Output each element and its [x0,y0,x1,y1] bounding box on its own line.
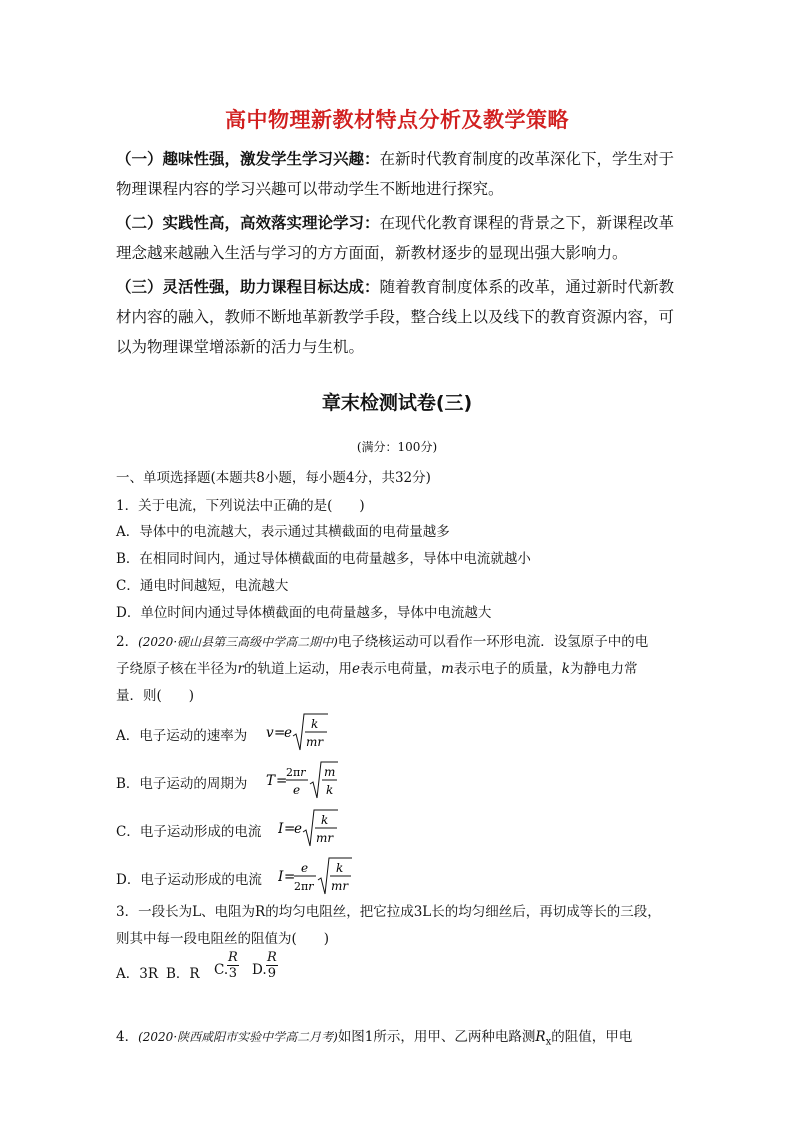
svg-text:e: e [301,861,309,875]
fraction-denominator: 9 [267,966,277,981]
svg-text:k: k [326,783,334,797]
question-3-options [116,950,316,990]
paragraph-flexibility [116,272,682,362]
svg-text:=: = [284,821,296,837]
svg-text:m: m [324,765,336,779]
question-text: 的阻值，甲电 [551,1029,633,1045]
svg-text:v: v [266,725,274,741]
paragraph-lead: （三）灵活性强，助力课程目标达成： [116,278,380,296]
text-run: 表示电子的质量， [453,661,562,677]
question-1-stem: 1．关于电流，下列说法中正确的是( ) [116,498,365,514]
text-run: 表示电荷量， [359,661,441,677]
var-r: r [237,661,244,677]
svg-text:k: k [336,861,344,875]
subscript-x: x [545,1036,552,1048]
svg-text:k: k [321,813,329,827]
question-3-option-c: C. [214,962,229,978]
svg-text:I: I [278,869,284,885]
svg-text:2πr: 2πr [286,766,306,779]
paragraph-text: 随着教育制度体系的改革，通过新时代新教材内容的融入，教师不断地革新教学手段，整合线上以及线下的教育资源内容，可以为物理课堂增添新的活力与生机。 [116,278,675,356]
question-3-stem-line1: 3．一段长为L、电阻为R的均匀电阻丝，把它拉成3L长的均匀细丝后，再切成等长的三段， [116,904,661,920]
paragraph-text: 在现代化教育课程的背景之下，新课程改革理念越来越融入生活与学习的方方面面，新教材逐步的显现出强大影响力。 [116,214,675,262]
question-number: 2． [116,634,139,650]
svg-text:k: k [311,717,319,731]
question-number: 4． [116,1029,139,1045]
question-4-stem [116,1025,632,1048]
question-2-stem-line1 [116,630,648,650]
question-1-option-c: C．通电时间越短，电流越大 [116,578,289,594]
question-source: (2020·陕西咸阳市实验中学高二月考) [138,1030,338,1044]
paragraph-interest [116,144,682,204]
section-heading: 一、单项选择题(本题共8小题，每小题4分，共32分) [116,470,431,486]
question-1-option-a: A．导体中的电流越大，表示通过其横截面的电荷量越多 [116,524,450,540]
paragraph-lead: （一）趣味性强，激发学生学习兴趣： [116,150,380,168]
text-run: 子绕原子核在半径为 [116,661,238,677]
var-e: e [351,661,360,677]
var-r: R [535,1029,546,1045]
svg-text:2πr: 2πr [294,880,314,893]
question-3-option-b: B．R [166,966,200,982]
question-2-stem-line3: 量．则( ) [116,688,195,704]
option-label: D．电子运动形成的电流 [116,872,262,888]
question-1-option-d: D．单位时间内通过导体横截面的电荷量越多，导体中电流越大 [116,605,492,621]
question-1-option-b: B．在相同时间内，通过导体横截面的电荷量越多，导体中电流就越小 [116,551,531,567]
svg-text:mr: mr [331,879,349,893]
svg-text:T: T [266,773,276,789]
page-title: 高中物理新教材特点分析及教学策略 [225,108,569,132]
svg-text:I: I [278,821,284,837]
fraction-r-over-3 [227,950,239,981]
fraction-r-over-9 [266,950,278,981]
question-text: 如图1所示，用甲、乙两种电路测 [337,1029,536,1045]
svg-text:e: e [284,725,292,741]
option-label: B．电子运动的周期为 [116,776,248,792]
formula-current-d [278,852,358,900]
exam-score: (满分：100分) [356,440,438,454]
fraction-numerator: R [267,950,277,965]
formula-current-c [278,804,348,852]
svg-text:e: e [293,783,301,797]
fraction-denominator: 3 [228,966,238,981]
question-3-option-a: A．3R [116,966,159,982]
fraction-numerator: R [228,950,238,965]
option-label: A．电子运动的速率为 [116,728,248,744]
exam-title: 章末检测试卷(三) [321,392,473,414]
question-text: 电子绕核运动可以看作一环形电流．设氢原子中的电 [337,634,649,650]
svg-text:e: e [294,821,302,837]
question-source: (2020·砚山县第三高级中学高二期中) [138,635,338,649]
svg-text:=: = [276,773,288,789]
var-m: m [440,661,454,677]
question-2-stem-line2 [116,657,637,677]
svg-text:=: = [274,725,286,741]
text-run: 为静电力常 [569,661,638,677]
text-run: 的轨道上运动，用 [243,661,352,677]
var-k: k [561,661,570,677]
paragraph-text: 在新时代教育制度的改革深化下，学生对于物理课程内容的学习兴趣可以带动学生不断地进行探究。 [116,150,675,198]
svg-text:=: = [284,869,296,885]
formula-period [266,756,346,804]
question-3-stem-line2: 则其中每一段电阻丝的阻值为( ) [116,931,330,947]
svg-text:mr: mr [316,831,334,845]
option-label: C．电子运动形成的电流 [116,824,262,840]
svg-text:mr: mr [306,735,324,749]
formula-velocity [266,708,336,756]
question-3-option-d: D. [252,962,267,978]
paragraph-lead: （二）实践性高，高效落实理论学习： [116,214,380,232]
paragraph-practice [116,208,682,268]
